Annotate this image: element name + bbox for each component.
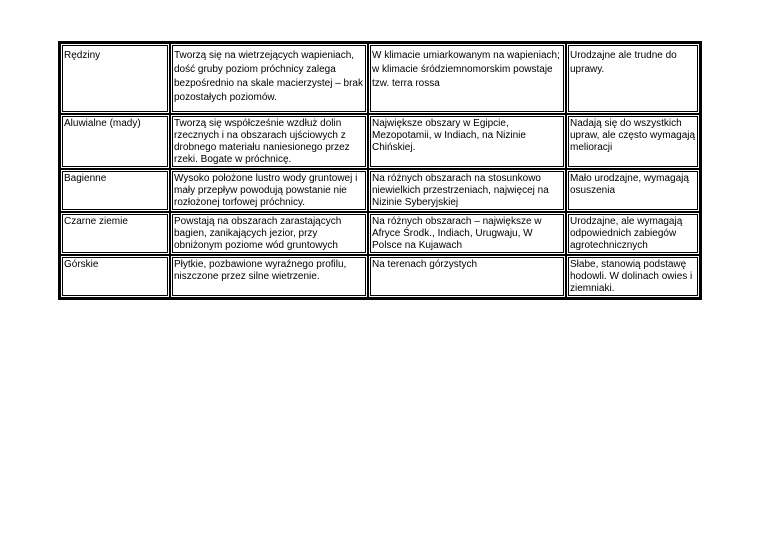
- fertility-cell: Urodzajne ale trudne do uprawy.: [566, 43, 700, 114]
- soil-name-cell: Bagienne: [60, 169, 170, 212]
- occurrence-cell: W klimacie umiarkowanym na wapieniach; w klimacie śródziemnomorskim powstaje tzw. terra rossa: [368, 43, 566, 114]
- soil-types-table: [58, 41, 702, 300]
- soil-name-cell: Górskie: [60, 255, 170, 298]
- soil-name-cell: Rędziny: [60, 43, 170, 114]
- formation-cell: Tworzą się na wietrzejących wapieniach, dość gruby poziom próchnicy zalega bezpośrednio na skale macierzystej – brak pozostałych poziomów.: [170, 43, 368, 114]
- soil-name-cell: Aluwialne (mady): [60, 114, 170, 169]
- occurrence-cell: Na różnych obszarach na stosunkowo niewielkich przestrzeniach, najwięcej na Nizinie Syberyjskiej: [368, 169, 566, 212]
- table-row: [60, 43, 700, 114]
- table-row: [60, 255, 700, 298]
- occurrence-cell: Na różnych obszarach – największe w Afryce Środk., Indiach, Urugwaju, W Polsce na Kujawach: [368, 212, 566, 255]
- occurrence-cell: Na terenach górzystych: [368, 255, 566, 298]
- table-row: [60, 114, 700, 169]
- formation-cell: Powstają na obszarach zarastających bagien, zanikających jezior, przy obniżonym poziome wód gruntowych: [170, 212, 368, 255]
- fertility-cell: Urodzajne, ale wymagają odpowiednich zabiegów agrotechnicznych: [566, 212, 700, 255]
- fertility-cell: Nadają się do wszystkich upraw, ale często wymagają melioracji: [566, 114, 700, 169]
- formation-cell: Płytkie, pozbawione wyraźnego profilu, niszczone przez silne wietrzenie.: [170, 255, 368, 298]
- fertility-cell: Mało urodzajne, wymagają osuszenia: [566, 169, 700, 212]
- table-row: [60, 169, 700, 212]
- occurrence-cell: Największe obszary w Egipcie, Mezopotamii, w Indiach, na Nizinie Chińskiej.: [368, 114, 566, 169]
- formation-cell: Wysoko położone lustro wody gruntowej i mały przepływ powodują powstanie nie rozłożonej torfowej próchnicy.: [170, 169, 368, 212]
- table-row: [60, 212, 700, 255]
- fertility-cell: Słabe, stanowią podstawę hodowli. W dolinach owies i ziemniaki.: [566, 255, 700, 298]
- soil-name-cell: Czarne ziemie: [60, 212, 170, 255]
- formation-cell: Tworzą się współcześnie wzdłuż dolin rzecznych i na obszarach ujściowych z drobnego materiału naniesionego przez rzeki. Bogate w próchnicę.: [170, 114, 368, 169]
